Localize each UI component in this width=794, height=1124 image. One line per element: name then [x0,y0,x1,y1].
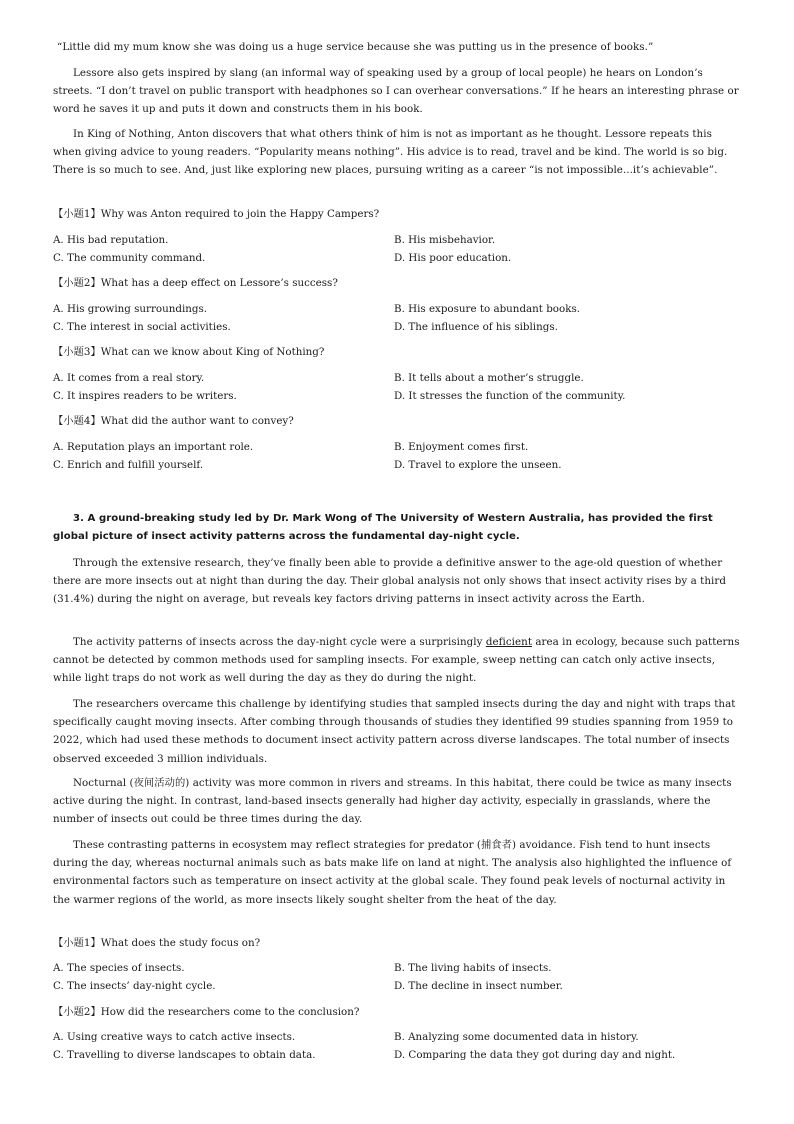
option-c[interactable]: C. Enrich and fulfill yourself. [53,459,204,471]
underlined-word: deficient [485,636,533,648]
question-stem: 【小题4】What did the author want to convey? [53,415,294,427]
option-b[interactable]: B. It tells about a mother’s struggle. [394,372,584,384]
paragraph-nocturnal: Nocturnal (夜间活动的) activity was more common in rivers and streams. In this habitat, there could be twice as many insects active during the night. In contrast, land-based insects generally had higher day activity, especially in grasslands, where the number of insects out could be three times during the day. [53,777,735,826]
paragraph-research: Through the extensive research, they’ve finally been able to provide a definitive answer to the age-old question of whether there are more insects out at night than during the day. Their global analysis not only shows that insect activity rises by a third (31.4%) during the night on average, but reveals key factors driving patterns in insect activity across the Earth. [53,557,730,606]
option-b[interactable]: B. His misbehavior. [394,234,496,246]
option-d[interactable]: D. The decline in insect number. [394,980,563,992]
option-b[interactable]: B. Analyzing some documented data in history. [394,1031,639,1043]
option-c[interactable]: C. It inspires readers to be writers. [53,390,237,402]
option-c[interactable]: C. The insects’ day-night cycle. [53,980,216,992]
question-stem: 【小题2】How did the researchers come to the conclusion? [53,1006,360,1018]
option-a[interactable]: A. Reputation plays an important role. [53,441,254,453]
question-stem: 【小题1】What does the study focus on? [53,937,261,949]
option-c[interactable]: C. The interest in social activities. [53,321,231,333]
option-d[interactable]: D. His poor education. [394,252,512,264]
option-a[interactable]: A. It comes from a real story. [53,372,205,384]
question-stem: 【小题3】What can we know about King of Nothing? [53,346,325,358]
option-b[interactable]: B. His exposure to abundant books. [394,303,581,315]
paragraph-slang: Lessore also gets inspired by slang (an informal way of speaking used by a group of local people) he hears on London’s streets. “I don’t travel on public transport with headphones so I can overhear conversations.” If he hears an interesting phrase or word he saves it up and puts it down and constructs them in his book. [53,67,743,116]
option-c[interactable]: C. The community command. [53,252,206,264]
option-d[interactable]: D. Comparing the data they got during day and night. [394,1049,676,1061]
option-a[interactable]: A. Using creative ways to catch active insects. [53,1031,296,1043]
option-a[interactable]: A. The species of insects. [53,962,185,974]
question-stem: 【小题1】Why was Anton required to join the Happy Campers? [53,208,380,220]
question-stem: 【小题2】What has a deep effect on Lessore’s success? [53,277,338,289]
option-d[interactable]: D. Travel to explore the unseen. [394,459,562,471]
option-a[interactable]: A. His growing surroundings. [53,303,208,315]
paragraph-traps: The researchers overcame this challenge by identifying studies that sampled insects during the day and night with traps that specifically caught moving insects. After combing through thousands of studies they identified 99 studies spanning from 1959 to 2022, which had used these methods to document insect activity pattern across diverse landscapes. The total number of insects observed exceeded 3 million individuals. [53,698,739,765]
paragraph-text-before: The activity patterns of insects across the day-night cycle were a surprisingly [73,636,486,648]
paragraph-text-after: area in ecology, because such patterns cannot be detected by common methods used for sampling insects. For example, sweep netting can catch only active insects, while light traps do not work as well during the day as they do during the night. [53,636,743,685]
paragraph-predator: These contrasting patterns in ecosystem may reflect strategies for predator (捕食者) avoidance. Fish tend to hunt insects during the day, whereas nocturnal animals such as bats make life on land at night. The analysis also highlighted the influence of environmental factors such as temperature on insect activity at the global scale. They found peak levels of nocturnal activity in the warmer regions of the world, as more insects likely sought shelter from the heat of the day. [53,839,735,906]
option-d[interactable]: D. It stresses the function of the community. [394,390,626,402]
option-b[interactable]: B. Enjoyment comes first. [394,441,529,453]
option-d[interactable]: D. The influence of his siblings. [394,321,558,333]
paragraph-deficient [53,633,743,688]
passage-heading: 3. A ground-breaking study led by Dr. Mark Wong of The University of Western Australia, has provided the first global picture of insect activity patterns across the fundamental day-night cycle. [53,513,717,542]
option-b[interactable]: B. The living habits of insects. [394,962,552,974]
option-c[interactable]: C. Travelling to diverse landscapes to obtain data. [53,1049,316,1061]
option-a[interactable]: A. His bad reputation. [53,234,169,246]
paragraph-king-of-nothing: In King of Nothing, Anton discovers that what others think of him is not as important as he thought. Lessore repeats this when giving advice to young readers. “Popularity means nothing”. His advice is to read, travel and be kind. The world is so big. There is so much to see. And, just like exploring new places, pursuing writing as a career “is not impossible...it’s achievable”. [53,128,731,177]
quote-paragraph: “Little did my mum know she was doing us a huge service because she was putting us in the presence of books.” [57,41,654,53]
